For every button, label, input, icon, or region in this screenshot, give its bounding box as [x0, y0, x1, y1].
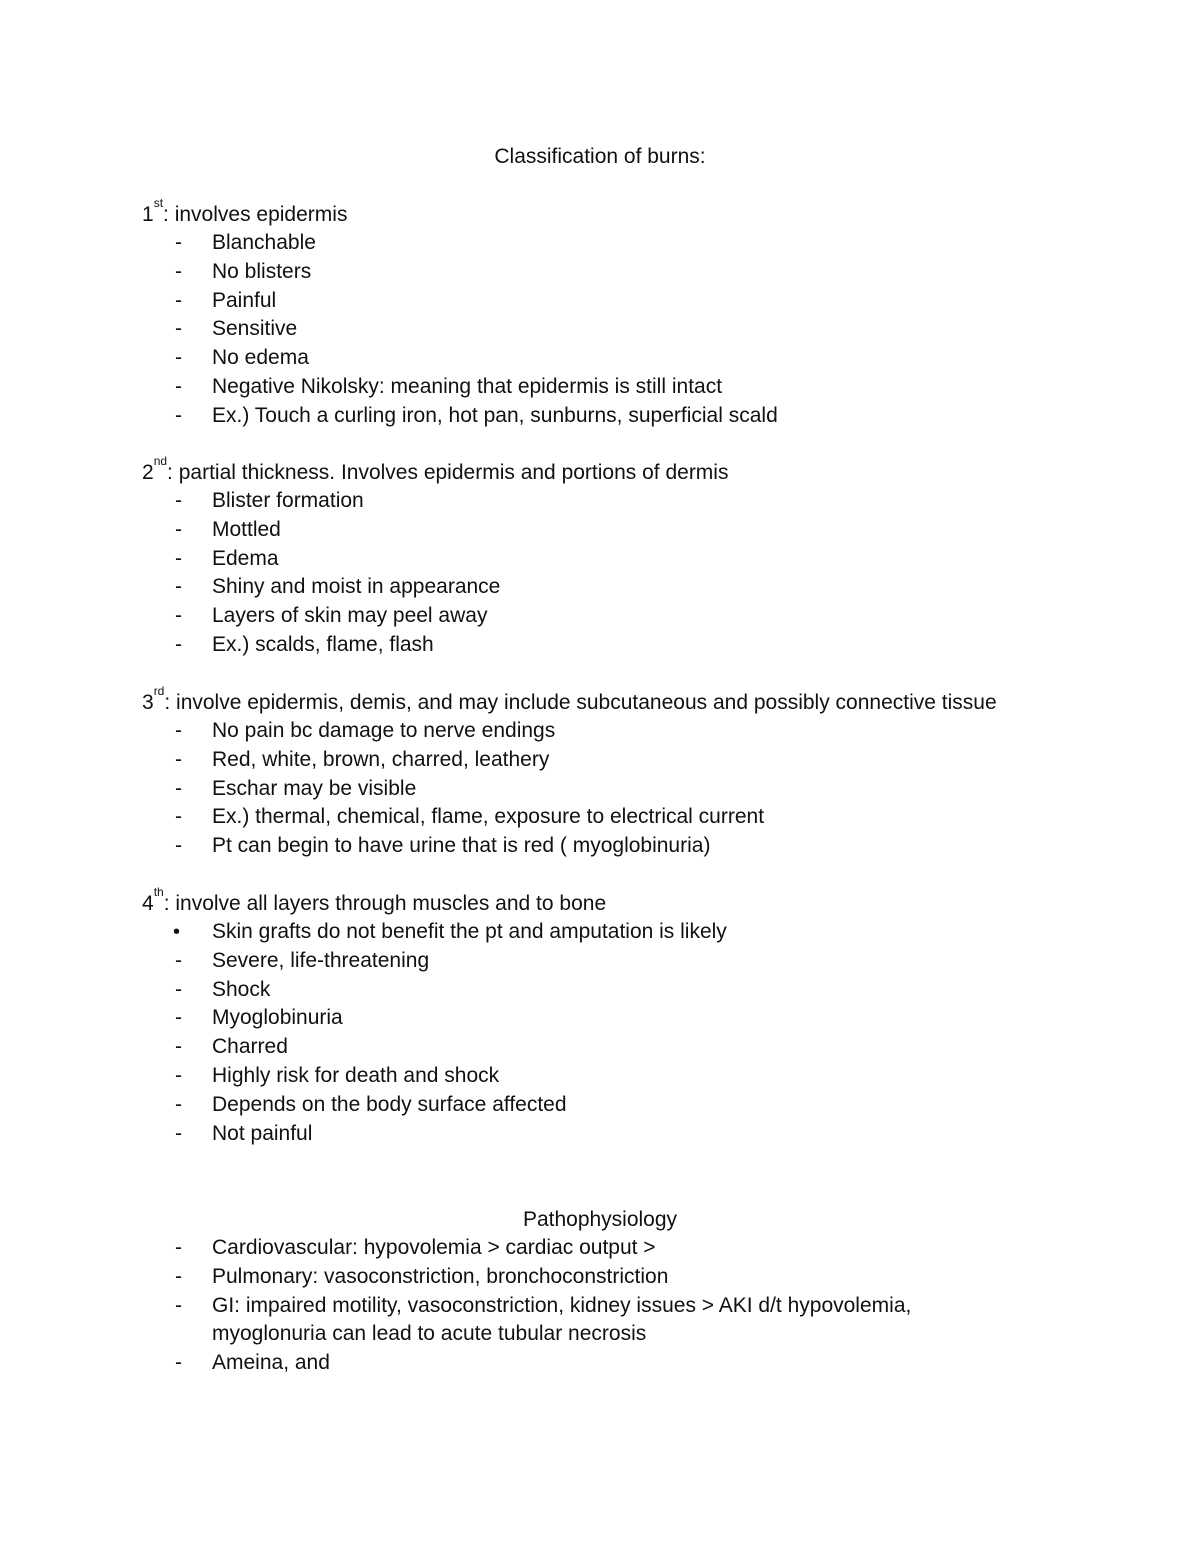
list-item-text: Shock	[212, 977, 271, 1001]
dash-marker: -	[175, 1063, 182, 1087]
dash-marker: -	[175, 1264, 182, 1288]
list-item	[142, 947, 1062, 976]
list-item	[142, 775, 1062, 804]
list-item	[142, 1091, 1062, 1120]
characteristics-list	[142, 918, 1062, 1148]
section-heading	[142, 196, 1062, 229]
list-item-text: No pain bc damage to nerve endings	[212, 719, 556, 742]
list-item-text: Negative Nikolsky: meaning that epidermis is still intact	[212, 374, 723, 398]
dash-marker: -	[175, 1351, 182, 1375]
characteristics-list	[142, 229, 1062, 431]
degree-suffix: rd	[153, 684, 165, 698]
dash-marker: -	[175, 517, 182, 541]
degree-number: 1	[142, 203, 154, 226]
degree-number: 3	[142, 691, 154, 714]
list-item	[142, 516, 1062, 545]
list-item	[142, 1004, 1062, 1033]
list-item-text: Highly risk for death and shock	[212, 1063, 500, 1087]
dash-marker: -	[175, 1236, 182, 1259]
list-item-text: Pt can begin to have urine that is red ( myoglobinuria)	[212, 834, 711, 858]
section-heading	[142, 684, 1062, 717]
list-item-text: Severe, life-threatening	[212, 948, 430, 972]
dash-marker: -	[175, 489, 182, 512]
burn-degree-section-4th	[142, 885, 1062, 1148]
list-item-text: GI: impaired motility, vasoconstriction, kidney issues > AKI d/t hypovolemia, myoglonuria can lead to acute tubular necrosis	[212, 1293, 912, 1346]
burn-degree-section-1st	[142, 196, 1062, 431]
characteristics-list	[142, 487, 1062, 660]
dash-marker: -	[175, 403, 182, 427]
dash-marker: -	[175, 604, 182, 628]
list-item-text: Ameina, and	[212, 1351, 330, 1375]
dash-marker: -	[175, 288, 182, 312]
list-item	[142, 1263, 1002, 1292]
list-item	[142, 1292, 1002, 1350]
list-item	[142, 631, 1062, 660]
dash-marker: -	[175, 575, 182, 599]
degree-number: 2	[142, 461, 154, 484]
list-item	[142, 402, 1062, 431]
dash-marker: -	[175, 231, 182, 254]
list-item	[142, 1062, 1062, 1091]
list-item-text: No blisters	[212, 259, 312, 283]
list-item-text: Eschar may be visible	[212, 776, 417, 800]
list-item-text: Mottled	[212, 517, 281, 541]
heading-text: : involve epidermis, demis, and may include subcutaneous and possibly connective tissue	[164, 691, 997, 714]
dash-marker: -	[175, 1006, 182, 1030]
list-item-text: Ex.) thermal, chemical, flame, exposure to electrical current	[212, 805, 765, 829]
dash-marker: -	[175, 834, 182, 858]
section-heading	[142, 885, 1062, 918]
list-item	[142, 1234, 1002, 1263]
list-item	[142, 746, 1062, 775]
list-item	[142, 717, 1062, 746]
list-item-text: Sensitive	[212, 317, 298, 341]
pathophysiology-title: Pathophysiology	[522, 1208, 678, 1231]
dash-marker: -	[175, 1035, 182, 1059]
list-item	[142, 976, 1062, 1005]
degree-suffix: nd	[153, 454, 168, 468]
dash-marker: -	[175, 1121, 182, 1145]
characteristics-list	[142, 717, 1062, 861]
dash-marker: -	[175, 805, 182, 829]
list-item	[142, 1120, 1062, 1149]
burn-degree-section-3rd	[142, 684, 1062, 861]
list-item	[142, 573, 1062, 602]
dash-marker: -	[175, 374, 182, 398]
list-item	[142, 1349, 1002, 1378]
list-item-text: Shiny and moist in appearance	[212, 575, 501, 599]
list-item	[142, 373, 1062, 402]
list-item-text: Edema	[212, 546, 279, 570]
list-item-text: Pulmonary: vasoconstriction, bronchoconstriction	[212, 1264, 669, 1288]
list-item-text: Skin grafts do not benefit the pt and amputation is likely	[212, 920, 727, 943]
list-item-text: Cardiovascular: hypovolemia > cardiac output >	[212, 1236, 656, 1259]
list-item-text: Painful	[212, 288, 277, 312]
degree-suffix: th	[153, 885, 164, 899]
list-item	[142, 258, 1062, 287]
dash-marker: -	[175, 776, 182, 800]
heading-text: : involve all layers through muscles and to bone	[163, 892, 607, 915]
bullet-marker: •	[173, 921, 181, 943]
dash-marker: -	[175, 1293, 182, 1317]
heading-text: : partial thickness. Involves epidermis and portions of dermis	[167, 461, 729, 484]
dash-marker: -	[175, 719, 182, 742]
list-item-text: Layers of skin may peel away	[212, 604, 488, 628]
pathophysiology-list	[142, 1234, 1002, 1378]
list-item	[142, 229, 1062, 258]
list-item	[142, 315, 1062, 344]
list-item	[142, 287, 1062, 316]
list-item-text: Charred	[212, 1035, 288, 1059]
dash-marker: -	[175, 632, 182, 656]
heading-text: : involves epidermis	[163, 203, 348, 226]
list-item-text: Blanchable	[212, 231, 316, 254]
dash-marker: -	[175, 346, 182, 370]
list-item	[142, 602, 1062, 631]
dash-marker: -	[175, 317, 182, 341]
list-item-text: No edema	[212, 346, 309, 370]
list-item	[142, 918, 1062, 947]
dash-marker: -	[175, 259, 182, 283]
list-item	[142, 545, 1062, 574]
degree-suffix: st	[153, 196, 164, 210]
list-item	[142, 487, 1062, 516]
burn-degree-section-2nd	[142, 454, 1062, 660]
dash-marker: -	[175, 546, 182, 570]
list-item	[142, 344, 1062, 373]
list-item-text: Not painful	[212, 1121, 313, 1145]
list-item-text: Ex.) Touch a curling iron, hot pan, sunburns, superficial scald	[212, 403, 778, 427]
list-item-text: Myoglobinuria	[212, 1006, 343, 1030]
degree-number: 4	[142, 892, 154, 915]
dash-marker: -	[175, 948, 182, 972]
document-title: Classification of burns:	[494, 145, 706, 168]
dash-marker: -	[175, 977, 182, 1001]
list-item-text: Red, white, brown, charred, leathery	[212, 747, 550, 771]
dash-marker: -	[175, 747, 182, 771]
list-item	[142, 1033, 1062, 1062]
section-heading	[142, 454, 1062, 487]
list-item-text: Depends on the body surface affected	[212, 1092, 567, 1116]
list-item-text: Ex.) scalds, flame, flash	[212, 632, 434, 656]
list-item	[142, 803, 1062, 832]
dash-marker: -	[175, 1092, 182, 1116]
list-item-text: Blister formation	[212, 489, 364, 512]
list-item	[142, 832, 1062, 861]
